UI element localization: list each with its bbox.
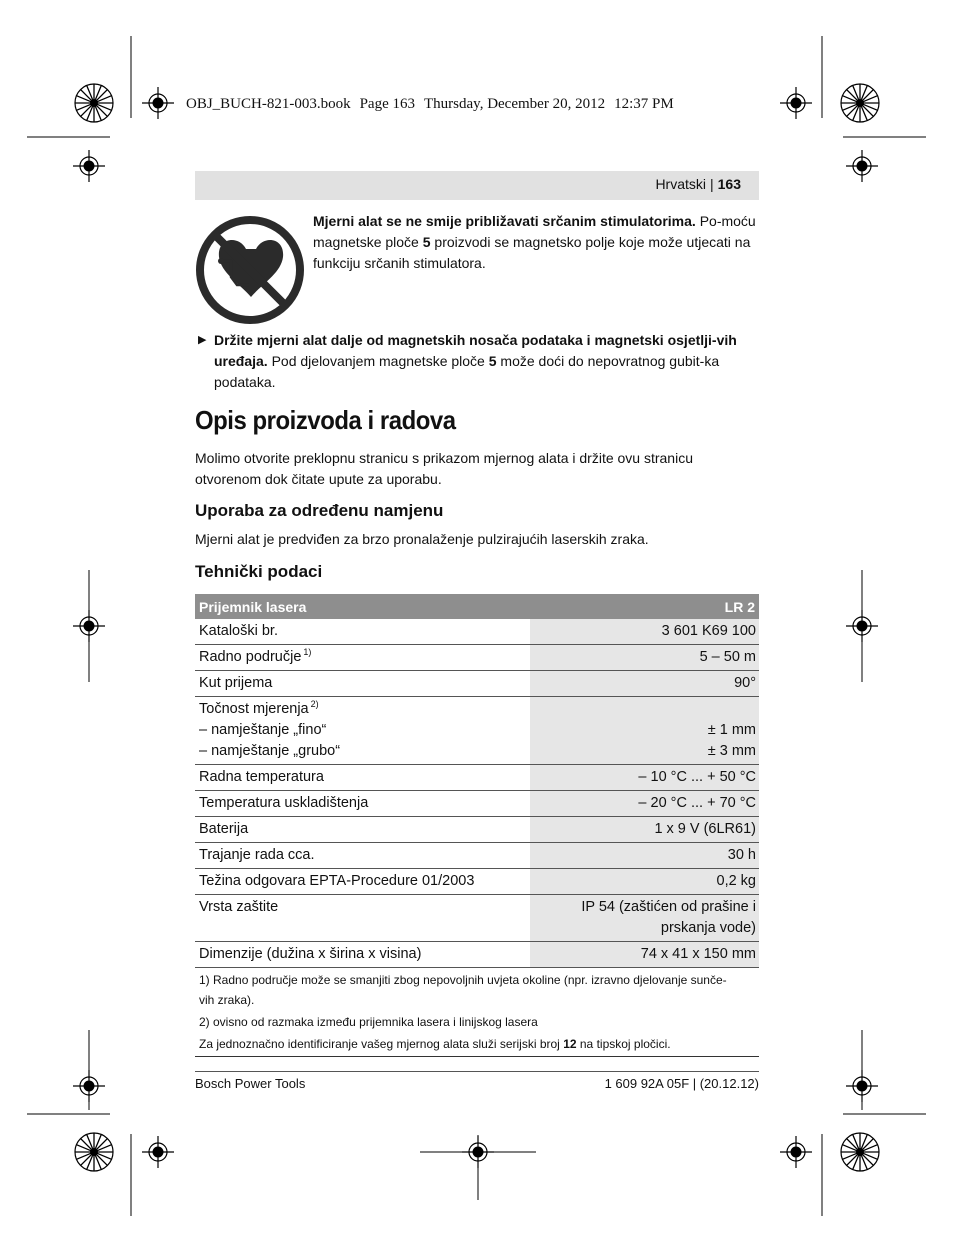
row-value: 90° — [530, 671, 759, 697]
no-pacemaker-icon — [195, 215, 305, 325]
print-date: Thursday, December 20, 2012 — [424, 96, 606, 112]
warning-ref: 5 — [422, 234, 431, 250]
footnote-1-line-2: vih zraka). — [199, 993, 255, 1007]
table-row — [195, 765, 759, 791]
row-label: Dimenzije (dužina x širina x visina) — [195, 942, 530, 968]
star-mark-bottom-right — [841, 1133, 879, 1171]
footnote-rule — [195, 1056, 759, 1057]
row-value: 1 x 9 V (6LR61) — [530, 817, 759, 843]
bullet-text-2: može doći do nepovratnog gubit-ka podataka. — [214, 353, 720, 390]
print-job-line — [186, 96, 683, 113]
serial-text-pre: Za jednoznačno identificiranje vašeg mjernog alata služi serijski broj — [199, 1037, 564, 1051]
warning-text-1: Po-moću magnetske ploče — [313, 213, 756, 250]
warning-text-2: proizvodi se magnetsko polje koje može utjecati na funkciju srčanih stimulatora. — [313, 234, 751, 271]
table-row — [195, 817, 759, 843]
table-row — [195, 791, 759, 817]
footnote-ref: 1) — [303, 647, 312, 658]
tech-heading: Tehnički podaci — [195, 562, 323, 581]
table-header-label: Prijemnik lasera — [195, 594, 530, 619]
table-row — [195, 697, 759, 765]
header-page-number: 163 — [717, 176, 741, 192]
row-value: 74 x 41 x 150 mm — [530, 942, 759, 968]
row-label — [195, 697, 530, 765]
row-label-text: Radno područje — [199, 649, 302, 665]
row-sub-value: ± 1 mm — [707, 722, 756, 738]
registration-mark — [780, 87, 812, 119]
table-row — [195, 942, 759, 968]
header-separator: | — [710, 176, 714, 192]
row-label — [195, 645, 530, 671]
row-value: 3 601 K69 100 — [530, 619, 759, 645]
row-value: – 20 °C ... + 70 °C — [530, 791, 759, 817]
registration-mark — [142, 87, 174, 119]
footer-rule — [195, 1071, 759, 1072]
row-sub-label: – namještanje „grubo“ — [199, 743, 341, 759]
row-label: Kut prijema — [195, 671, 530, 697]
use-heading: Uporaba za određenu namjenu — [195, 501, 444, 520]
header-language: Hrvatski — [655, 176, 706, 192]
table-row — [195, 671, 759, 697]
table-row — [195, 843, 759, 869]
row-label: Vrsta zaštite — [195, 895, 530, 942]
row-value — [530, 895, 759, 942]
star-mark-top-left — [75, 84, 113, 122]
page-header — [195, 171, 759, 200]
footer-doc-number: 1 609 92A 05F | (20.12.12) — [604, 1076, 759, 1091]
bullet-marker: ▶ — [198, 334, 207, 346]
table-row — [195, 645, 759, 671]
footnote-1 — [199, 970, 759, 1010]
registration-mark — [73, 150, 105, 182]
table-row — [195, 619, 759, 645]
table-row — [195, 869, 759, 895]
bullet-bold: Držite mjerni alat dalje od magnetskih nosača podataka i magnetski osjetlji-vih uređaja. — [214, 332, 737, 369]
row-sub-value: ± 3 mm — [707, 743, 756, 759]
row-label: Radna temperatura — [195, 765, 530, 791]
row-value: 30 h — [530, 843, 759, 869]
row-sub-value: IP 54 (zaštićen od prašine i — [581, 899, 756, 915]
registration-mark — [780, 1136, 812, 1168]
serial-text-post: na tipskoj pločici. — [576, 1037, 671, 1051]
footer-brand: Bosch Power Tools — [195, 1076, 306, 1091]
table-row — [195, 895, 759, 942]
row-label: Težina odgovara EPTA-Procedure 01/2003 — [195, 869, 530, 895]
print-page-label: Page 163 — [359, 96, 416, 112]
footnote-serial — [199, 1034, 759, 1054]
row-value: 5 – 50 m — [530, 645, 759, 671]
row-value — [530, 697, 759, 765]
print-time: 12:37 PM — [614, 96, 674, 112]
row-label: Baterija — [195, 817, 530, 843]
row-label: Trajanje rada cca. — [195, 843, 530, 869]
table-header-value: LR 2 — [530, 594, 759, 619]
footnote-ref: 2) — [310, 699, 319, 710]
warning-bold: Mjerni alat se ne smije približavati srčanim stimulatorima. — [313, 213, 696, 229]
section-intro: Molimo otvorite preklopnu stranicu s prikazom mjernog alata i držite ovu stranicu otvorenom dok čitate upute za uporabu. — [195, 450, 693, 487]
row-value: – 10 °C ... + 50 °C — [530, 765, 759, 791]
use-text: Mjerni alat je predviđen za brzo pronalaženje pulzirajućih laserskih zraka. — [195, 531, 649, 547]
header-text — [655, 176, 741, 192]
star-mark-bottom-left — [75, 1133, 113, 1171]
row-sub-value: prskanja vode) — [660, 920, 756, 936]
magnetic-warning — [214, 330, 759, 393]
footnote-2: 2) ovisno od razmaka između prijemnika lasera i linijskog lasera — [199, 1015, 538, 1029]
serial-ref: 12 — [563, 1037, 577, 1051]
pacemaker-warning — [313, 211, 759, 274]
table-header-row — [195, 594, 759, 619]
bullet-ref: 5 — [488, 353, 497, 369]
registration-mark — [142, 1136, 174, 1168]
print-file-name: OBJ_BUCH-821-003.book — [186, 96, 351, 112]
bullet-text-1: Pod djelovanjem magnetske ploče — [267, 353, 489, 369]
tech-data-table — [195, 594, 759, 968]
row-label: Kataloški br. — [195, 619, 530, 645]
row-sub-label: – namještanje „fino“ — [199, 722, 327, 738]
star-mark-top-right — [841, 84, 879, 122]
row-label: Temperatura uskladištenja — [195, 791, 530, 817]
footnote-1-line-1: 1) Radno područje može se smanjiti zbog nepovoljnih uvjeta okoline (npr. izravno djelovanje sunče- — [199, 973, 727, 987]
row-label-text: Točnost mjerenja — [199, 701, 309, 717]
section-title: Opis proizvoda i radova — [195, 405, 456, 435]
registration-mark — [846, 150, 878, 182]
row-value: 0,2 kg — [530, 869, 759, 895]
